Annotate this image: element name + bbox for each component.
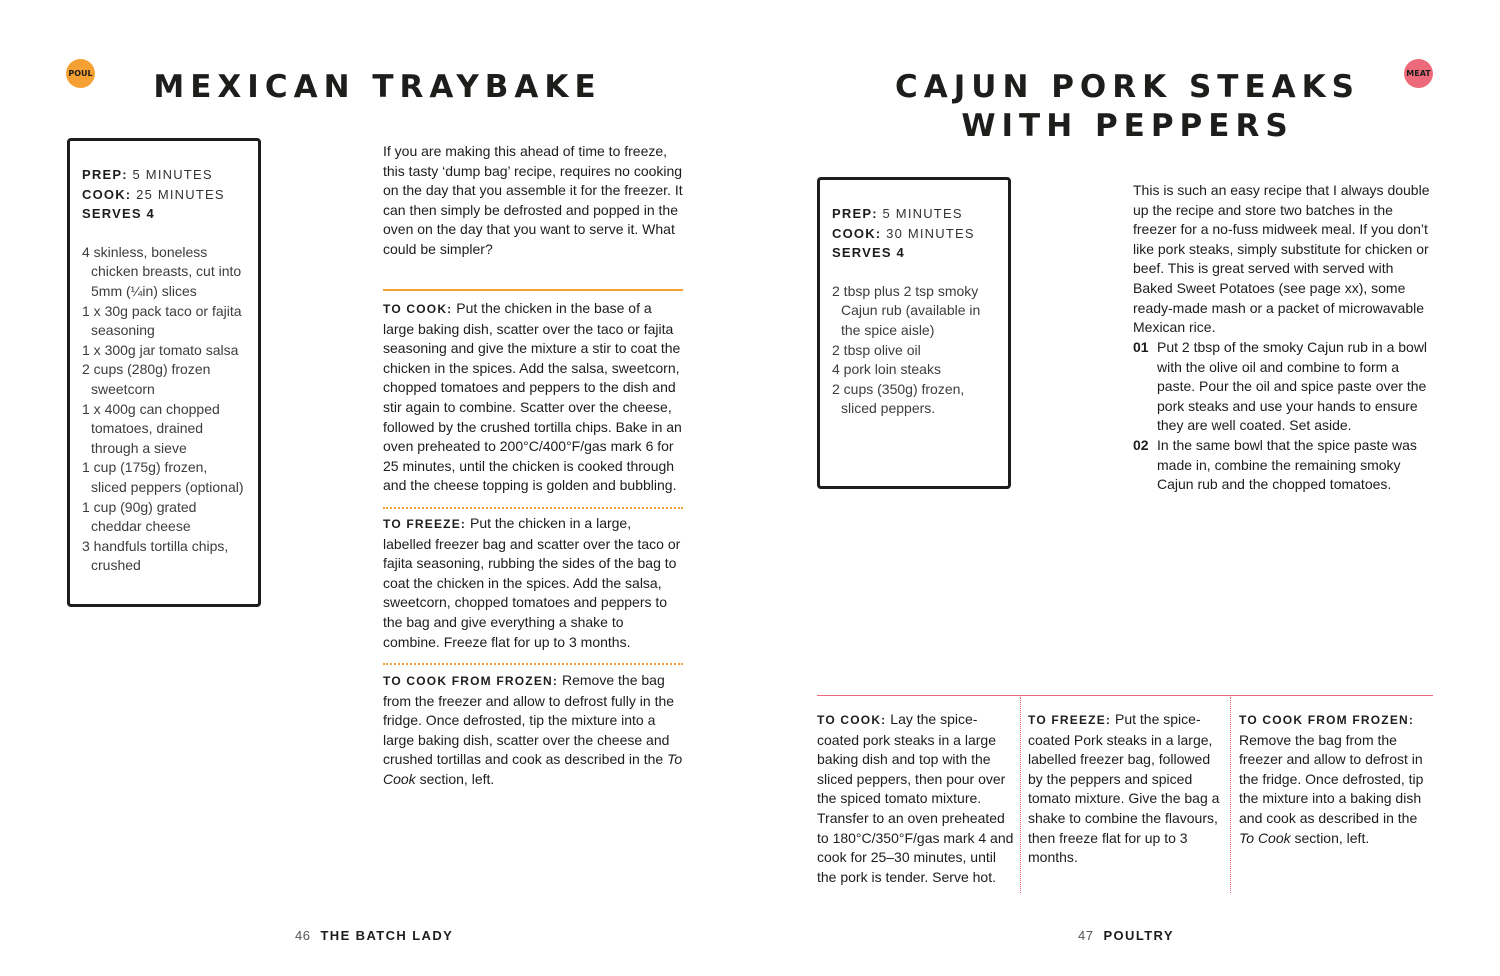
to-freeze-label: TO FREEZE: xyxy=(1028,713,1112,727)
prep-label: PREP: xyxy=(832,206,878,221)
ingredients-box-left xyxy=(67,138,261,607)
ingredient-item: 1 x 30g pack taco or fajita seasoning xyxy=(82,302,242,339)
to-freeze-text: Put the spice-coated Pork steaks in a large, labelled freezer bag, followed by the peppers and spiced tomato mixture. Give the bag a shake to combine the flavours, then freeze flat for up to 3 months. xyxy=(1028,711,1220,866)
ingredient-item: 4 pork loin steaks xyxy=(832,361,941,378)
ingredient-item: 1 cup (175g) frozen, sliced peppers (optional) xyxy=(82,459,244,495)
ingredient-item: 2 tbsp plus 2 tsp smoky Cajun rub (available in the spice aisle) xyxy=(832,282,981,338)
page-number: 46 xyxy=(295,928,311,943)
page-number: 47 xyxy=(1078,928,1094,943)
recipe-meta-right xyxy=(832,204,996,263)
recipe-meta-left xyxy=(82,165,246,224)
method-step xyxy=(1133,436,1433,495)
running-title: THE BATCH LADY xyxy=(320,928,454,943)
ingredient-item: 1 x 300g jar tomato salsa xyxy=(82,341,239,358)
to-cook-frozen-text: Remove the bag from the freezer and allow to defrost in the fridge. Once defrosted, tip the mixture into a baking dish and cook as described in the xyxy=(1239,731,1424,826)
method-step xyxy=(1133,338,1433,436)
category-badge-poultry: POUL xyxy=(66,59,95,88)
to-freeze-label: TO FREEZE: xyxy=(383,517,467,531)
divider-dotted xyxy=(383,507,683,509)
ingredient-item: 2 cups (280g) frozen sweetcorn xyxy=(82,361,211,397)
divider-dotted xyxy=(383,663,683,665)
to-cook-text: Put the chicken in the base of a large baking dish, scatter over the taco or fajita seasoning and give the mixture a stir to coat the chicken in the spices. Add the salsa, sweetcorn, chopped tomatoes and peppers to the dish and stir again to combine. Scatter over the cheese, followed by the crushed tortilla chips. Bake in an oven preheated to 200°C/400°F/gas mark 6 for 25 minutes, until the chicken is cooked through and the cheese topping is golden and bubbling. xyxy=(383,300,682,494)
to-cook-frozen-section-left xyxy=(383,671,683,790)
to-cook-reference: To Cook xyxy=(1239,829,1291,846)
page-footer-left xyxy=(295,928,453,943)
to-cook-frozen-label: TO COOK FROM FROZEN: xyxy=(1239,713,1415,727)
method-steps xyxy=(1133,338,1433,495)
to-freeze-section-right xyxy=(1028,710,1224,868)
to-cook-frozen-section-right xyxy=(1239,710,1435,848)
divider-solid xyxy=(383,289,683,291)
to-cook-reference: To Cook xyxy=(383,751,683,787)
ingredients-box-right xyxy=(817,177,1011,489)
page-footer-right xyxy=(1078,928,1174,943)
to-freeze-text: Put the chicken in a large, labelled freezer bag and scatter over the taco or fajita seasoning, rubbing the sides of the bag to coat the chicken in the spices. Add the salsa, sweetcorn, chopped tomatoes and peppers to the bag and give everything a shake to combine. Freeze flat for up to 3 months. xyxy=(383,515,681,650)
category-badge-meat: MEAT xyxy=(1404,59,1433,88)
prep-value: 5 MINUTES xyxy=(882,206,963,221)
running-title: POULTRY xyxy=(1103,928,1174,943)
to-cook-frozen-text: Remove the bag from the freezer and allow to defrost fully in the fridge. Once defrosted, tip the mixture into a large baking dish, scatter over the cheese and crushed tortillas and cook as described in the xyxy=(383,672,675,768)
ingredient-item: 1 x 400g can chopped tomatoes, drained through a sieve xyxy=(82,400,220,456)
column-divider xyxy=(1230,697,1231,893)
prep-label: PREP: xyxy=(82,167,128,182)
ingredient-item: 2 tbsp olive oil xyxy=(832,341,921,358)
intro-text-right: This is such an easy recipe that I always double up the recipe and store two batches in the freezer for a no-fuss midweek meal. If you don’t like pork steaks, simply substitute for chicken or beef. This is great served with served with Baked Sweet Potatoes (see page xx), some ready-made mash or a packet of microwavable Mexican rice. xyxy=(1133,182,1430,336)
to-cook-frozen-tail: section, left. xyxy=(1294,829,1370,846)
cook-value: 25 MINUTES xyxy=(136,186,225,202)
intro-text-left: If you are making this ahead of time to freeze, this tasty ‘dump bag’ recipe, requires no cooking on the day that you assemble it for the freezer. It can then simply be defrosted and popped in the oven on the day that you want to serve it. What could be simpler? xyxy=(383,143,683,257)
serves-label: SERVES 4 xyxy=(832,245,905,261)
to-cook-frozen-tail: section, left. xyxy=(419,770,495,787)
to-cook-section-left xyxy=(383,299,683,496)
to-cook-text: Lay the spice-coated pork steaks in a large baking dish and top with the sliced peppers, then pour over the spiced tomato mixture. Transfer to an oven preheated to 180°C/350°F/gas mark 4 and cook for 25–30 minutes, until the pork is tender. Serve hot. xyxy=(817,711,1014,885)
to-freeze-section-left xyxy=(383,514,683,652)
cook-label: COOK: xyxy=(82,186,132,202)
to-cook-section-right xyxy=(817,710,1015,887)
cook-label: COOK: xyxy=(832,225,882,241)
ingredient-item: 1 cup (90g) grated cheddar cheese xyxy=(82,498,197,535)
step-number: 02 xyxy=(1133,436,1149,453)
recipe-title-left: MEXICAN TRAYBAKE xyxy=(153,69,602,105)
column-divider xyxy=(1020,697,1021,893)
title-line: WITH PEPPERS xyxy=(961,108,1294,144)
step-number: 01 xyxy=(1133,339,1149,355)
prep-value: 5 MINUTES xyxy=(132,167,213,182)
to-cook-label: TO COOK: xyxy=(817,713,887,727)
ingredient-item: 2 cups (350g) frozen, sliced peppers. xyxy=(832,380,965,417)
recipe-title-right xyxy=(870,68,1385,146)
ingredient-item: 4 skinless, boneless chicken breasts, cut into 5mm (¼in) slices xyxy=(82,243,242,299)
step-text: In the same bowl that the spice paste was made in, combine the remaining smoky Cajun rub and the chopped tomatoes. xyxy=(1157,436,1417,493)
serves-label: SERVES 4 xyxy=(82,206,155,222)
to-cook-label: TO COOK: xyxy=(383,302,453,316)
ingredients-list-right xyxy=(832,282,996,419)
title-line: CAJUN PORK STEAKS xyxy=(895,69,1360,105)
ingredient-item: 3 handfuls tortilla chips, crushed xyxy=(82,537,229,574)
to-cook-frozen-label: TO COOK FROM FROZEN: xyxy=(383,674,559,688)
divider-solid-red xyxy=(817,695,1433,696)
cook-value: 30 MINUTES xyxy=(886,225,975,241)
ingredients-list-left xyxy=(82,243,246,576)
step-text: Put 2 tbsp of the smoky Cajun rub in a bowl with the olive oil and combine to form a paste. Pour the oil and spice paste over the pork steaks and use your hands to ensure they are well coated. Set aside. xyxy=(1157,339,1428,434)
